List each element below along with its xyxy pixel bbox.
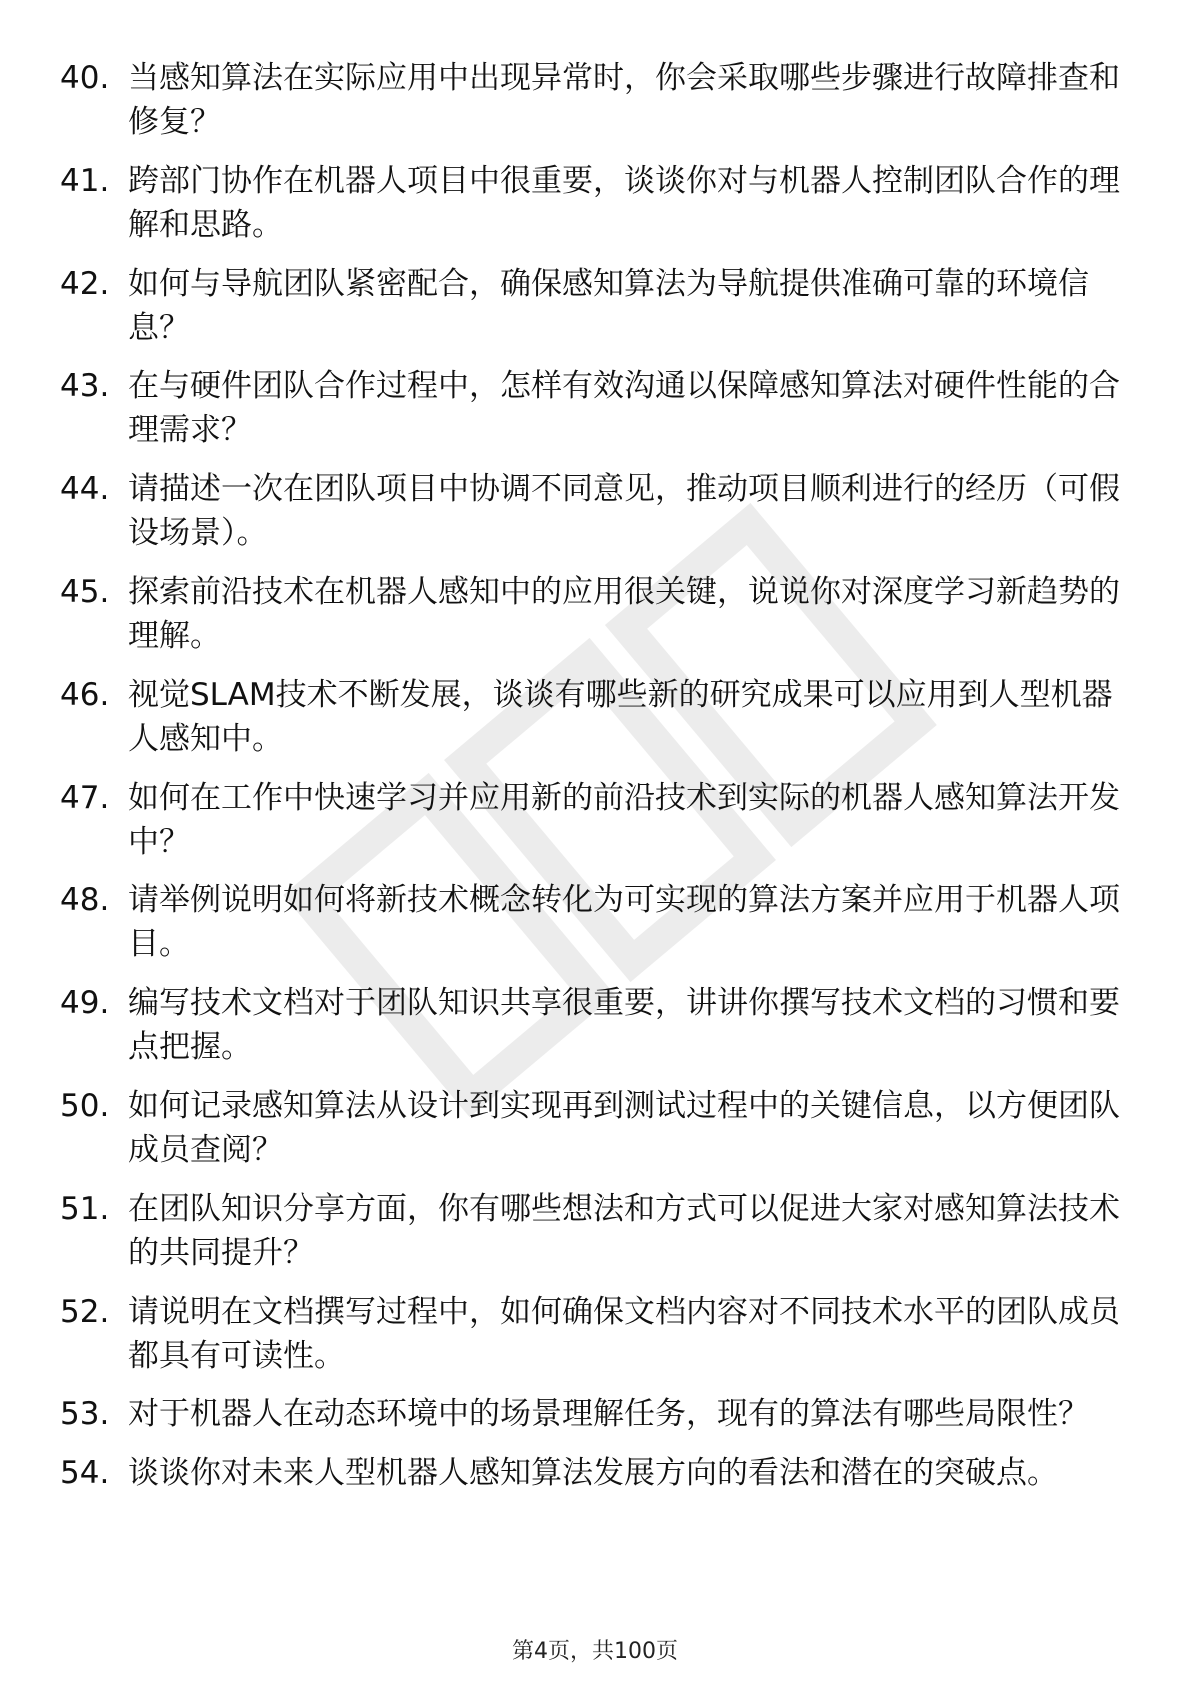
question-text: 如何在工作中快速学习并应用新的前沿技术到实际的机器人感知算法开发中？ xyxy=(128,779,1120,860)
question-item xyxy=(60,1084,1120,1172)
question-item xyxy=(60,1187,1120,1275)
question-item xyxy=(60,1451,1120,1495)
question-text: 请举例说明如何将新技术概念转化为可实现的算法方案并应用于机器人项目。 xyxy=(128,882,1120,963)
question-item xyxy=(60,570,1120,658)
question-item xyxy=(60,776,1120,864)
question-item xyxy=(60,262,1120,350)
question-number: 40. xyxy=(60,60,110,96)
question-text: 请说明在文档撰写过程中，如何确保文档内容对不同技术水平的团队成员都具有可读性。 xyxy=(128,1293,1120,1374)
question-number: 41. xyxy=(60,162,110,199)
question-item xyxy=(60,467,1120,555)
question-text: 跨部门协作在机器人项目中很重要，谈谈你对与机器人控制团队合作的理解和思路。 xyxy=(128,162,1120,243)
question-text: 探索前沿技术在机器人感知中的应用很关键，说说你对深度学习新趋势的理解。 xyxy=(128,573,1120,654)
page-footer: 第4页，共100页 xyxy=(512,1639,678,1664)
question-number: 46. xyxy=(60,676,110,713)
question-item xyxy=(60,159,1120,247)
question-number: 48. xyxy=(60,882,110,919)
question-number: 50. xyxy=(60,1087,110,1124)
question-text: 如何记录感知算法从设计到实现再到测试过程中的关键信息，以方便团队成员查阅？ xyxy=(128,1087,1120,1168)
question-text: 在与硬件团队合作过程中，怎样有效沟通以保障感知算法对硬件性能的合理需求？ xyxy=(128,368,1120,449)
question-number: 43. xyxy=(60,368,110,405)
question-text: 谈谈你对未来人型机器人感知算法发展方向的看法和潜在的突破点。 xyxy=(128,1455,1058,1492)
question-number: 51. xyxy=(60,1190,110,1227)
question-text: 在团队知识分享方面，你有哪些想法和方式可以促进大家对感知算法技术的共同提升？ xyxy=(128,1190,1120,1271)
question-text: 视觉SLAM技术不断发展，谈谈有哪些新的研究成果可以应用到人型机器人感知中。 xyxy=(128,676,1113,757)
question-number: 53. xyxy=(60,1396,110,1433)
question-number: 42. xyxy=(60,265,110,302)
question-text: 编写技术文档对于团队知识共享很重要，讲讲你撰写技术文档的习惯和要点把握。 xyxy=(128,985,1120,1066)
question-number: 44. xyxy=(60,471,110,508)
question-text: 当感知算法在实际应用中出现异常时，你会采取哪些步骤进行故障排查和修复？ xyxy=(128,60,1120,140)
question-item xyxy=(60,364,1120,452)
question-list xyxy=(60,56,1120,1510)
question-number: 54. xyxy=(60,1455,110,1492)
question-text: 对于机器人在动态环境中的场景理解任务，现有的算法有哪些局限性？ xyxy=(128,1396,1089,1433)
question-item xyxy=(60,878,1120,966)
question-number: 52. xyxy=(60,1293,110,1330)
question-item xyxy=(60,673,1120,761)
question-number: 45. xyxy=(60,573,110,610)
question-number: 49. xyxy=(60,985,110,1022)
question-item xyxy=(60,1392,1120,1436)
question-text: 请描述一次在团队项目中协调不同意见，推动项目顺利进行的经历（可假设场景）。 xyxy=(128,471,1120,552)
question-item xyxy=(60,1290,1120,1378)
question-item xyxy=(60,981,1120,1069)
question-number: 47. xyxy=(60,779,110,816)
question-item xyxy=(60,56,1120,144)
question-text: 如何与导航团队紧密配合，确保感知算法为导航提供准确可靠的环境信息？ xyxy=(128,265,1089,346)
